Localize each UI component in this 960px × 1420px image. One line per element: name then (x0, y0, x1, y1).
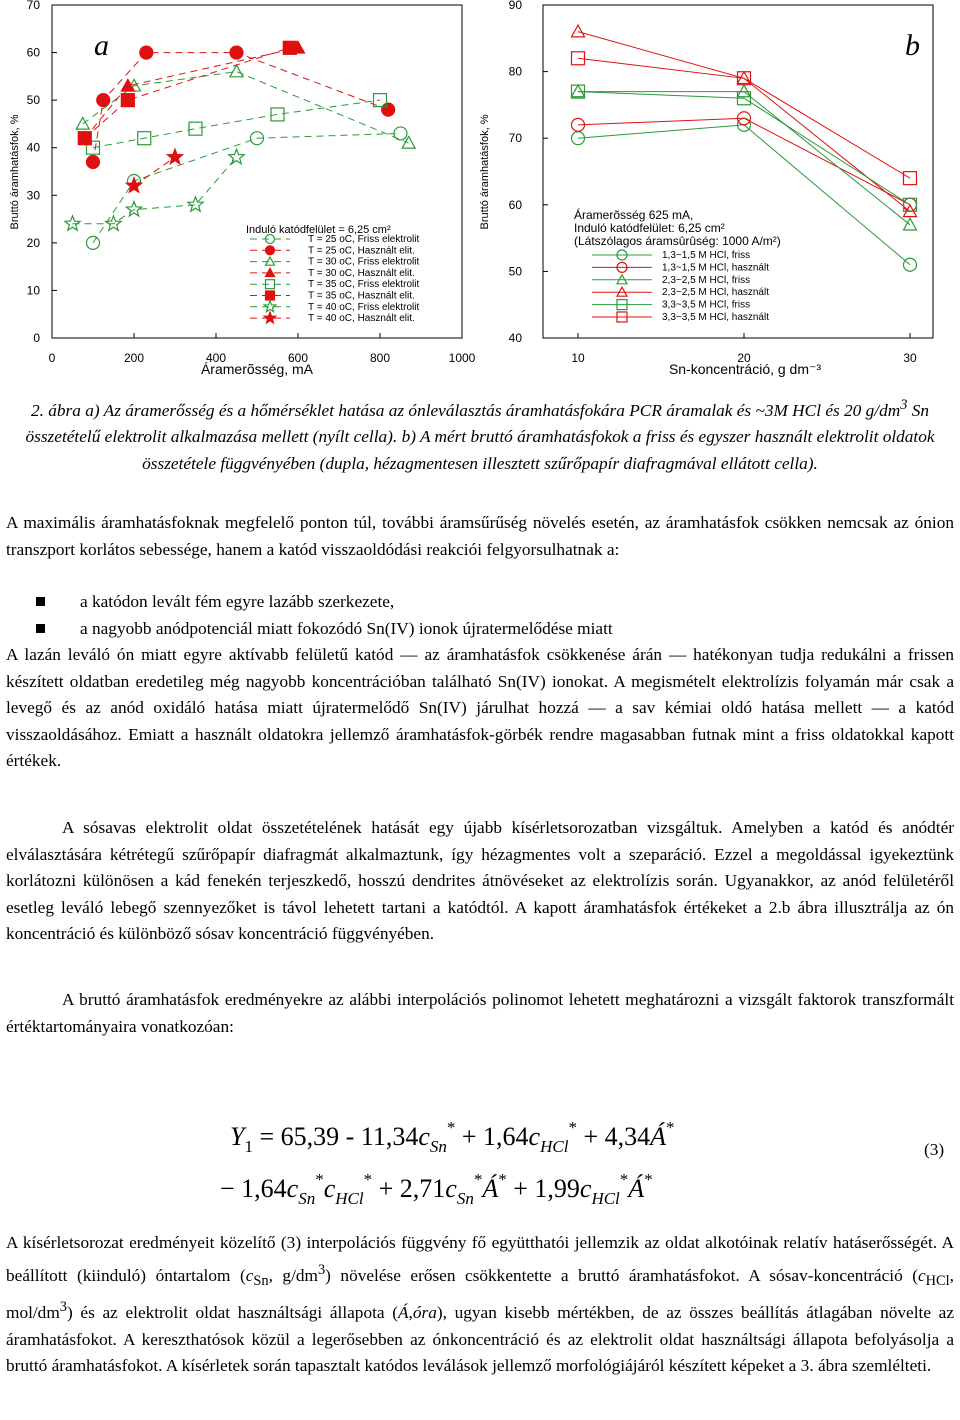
series-line-a (93, 53, 388, 162)
x-tick-label-a: 800 (369, 351, 391, 365)
p4-part: , g/dm (268, 1265, 318, 1285)
y-tick-label-b: 70 (508, 131, 522, 146)
data-point-a (121, 94, 134, 107)
legend-label-a: T = 40 oC, Friss elektrolit (308, 301, 420, 313)
eq-sup: * (619, 1170, 629, 1189)
y-tick-label-a: 30 (26, 188, 40, 203)
legend-line-b-2: Induló katódfelület: 6,25 cm² (574, 221, 725, 235)
panel-letter-a: a (94, 29, 109, 62)
eq-sup: * (498, 1170, 507, 1189)
eq-term: − 1,64 (220, 1174, 287, 1203)
y-tick-label-a: 70 (26, 0, 40, 12)
x-tick-label-a: 200 (123, 351, 145, 365)
p4-var: Á,óra (397, 1303, 437, 1323)
y-tick-label-a: 50 (26, 93, 40, 108)
eq-sup: * (644, 1170, 653, 1189)
data-point-a (126, 178, 141, 192)
p4-var: c (917, 1265, 926, 1285)
bullet-list (6, 589, 954, 642)
p4-sup: 3 (317, 1261, 326, 1278)
y-tick-label-b: 80 (508, 64, 522, 79)
eq-symbol: Á (482, 1174, 499, 1203)
figure-2-svg (0, 0, 960, 385)
legend-label-a: T = 35 oC, Használt elit. (308, 290, 415, 302)
list-item (6, 616, 954, 643)
legend-label-a: T = 40 oC, Használt elit. (308, 313, 415, 325)
legend-b (574, 207, 781, 323)
eq-symbol: c (418, 1122, 430, 1151)
legend-label-a: T = 25 oC, Használt elit. (308, 245, 415, 257)
legend-line-b-1: Áramerõsség 625 mA, (574, 208, 694, 222)
data-point-b (904, 218, 917, 230)
eq-sup: * (666, 1118, 675, 1137)
y-tick-label-a: 0 (33, 331, 40, 345)
bullet-text: a katódon levált fém egyre lazább szerkezete, (80, 592, 395, 611)
legend-marker-a (264, 301, 275, 312)
caption-text: 2. ábra a) Az áramerősség és a hőmérséklet hatása az ónleválasztás áramhatásfokára PCR áramalak és ~3M HCl és 20 g/dm (30, 400, 901, 420)
eq-sub: Sn (456, 1189, 474, 1208)
p4-sub: HCl (925, 1272, 950, 1289)
data-point-a (87, 155, 100, 168)
y-tick-label-b: 40 (508, 331, 522, 345)
eq-symbol: c (579, 1174, 592, 1203)
data-point-a (140, 46, 153, 59)
eq-sub: HCl (335, 1189, 364, 1208)
legend-marker-a (266, 246, 275, 255)
p4-var: c (245, 1265, 254, 1285)
paragraph-2-text: A sósavas elektrolit oldat összetételének hatását egy újabb kísérletsorozatban vizsgáltuk. Amelyben a katód és anódtér elválasztására kétrétegű szűrőpapír diafragmát alkalmaztunk, így hézagmentes volt a szeparáció. Ezzel a megoldással igyekeztünk korlátozni különösen a kád fenekén terjeszkedő, hosszú dendrites átnövéseket az elektrolízis során. Ugyanakkor, az anód felületéről esetleg leváló lebegő szennyezőket is távol lehetett tartani a katódtól. A kapott áramhatásfok értékeket a 2.b ábra illusztrálja az ón koncentráció és különböző sósav koncentráció függvényében. (6, 818, 954, 944)
legend-label-b: 1,3~1,5 M HCl, használt (662, 262, 769, 274)
eq-term: + 2,71 (372, 1174, 446, 1203)
figure-2 (0, 0, 960, 385)
figure-caption (20, 392, 940, 478)
eq-symbol: Y (230, 1122, 245, 1151)
paragraph-intro-text: A maximális áramhatásfoknak megfelelő ponton túl, további áramsűrűség növelés esetén, az áramhatásfok csökken nemcsak az ónion transzport korlátos sebessége, hanem a katód visszaoldódási reakciói felgyorsulhatnak a: (6, 513, 954, 559)
y-axis-label-b: Bruttó áramhatásfok, % (479, 114, 491, 230)
series-line-a (85, 48, 298, 138)
data-point-a (106, 216, 121, 231)
eq-symbol: Á (650, 1122, 666, 1151)
legend-line-b-3: (Látszólagos áramsûrûség: 1000 A/m²) (574, 234, 781, 248)
eq-sup: * (473, 1170, 483, 1189)
caption-sup: 3 (900, 397, 908, 413)
eq-sup: * (315, 1170, 324, 1189)
eq-term: + 4,34 (576, 1122, 651, 1151)
eq-sub: 1 (244, 1137, 253, 1156)
y-tick-label-a: 20 (26, 235, 40, 250)
legend-label-a: T = 30 oC, Használt elit. (308, 267, 415, 279)
x-tick-label-b: 10 (571, 351, 585, 365)
eq-sub: Sn (298, 1189, 316, 1208)
eq-sup: * (363, 1170, 373, 1189)
eq-sub: HCl (591, 1189, 620, 1208)
data-point-b (572, 52, 585, 65)
legend-label-a: T = 30 oC, Friss elektrolit (308, 256, 420, 268)
y-tick-label-a: 60 (26, 45, 40, 60)
equation-number: (3) (924, 1140, 945, 1159)
paragraph-1 (6, 642, 954, 775)
series-line-a (93, 100, 380, 148)
paragraph-3-text: A bruttó áramhatásfok eredményekre az alábbi interpolációs polinomot lehetett meghatározni a vizsgált faktorok transzformált értéktartományaira vonatkozóan: (6, 990, 954, 1036)
eq-symbol: c (445, 1174, 457, 1203)
eq-symbol: c (323, 1174, 336, 1203)
y-tick-label-b: 50 (508, 264, 522, 279)
legend-label-b: 2,3~2,5 M HCl, használt (662, 287, 769, 299)
legend-label-b: 2,3~2,5 M HCl, friss (662, 274, 751, 286)
data-point-a (76, 117, 89, 129)
caption-text-cont: Sn összetételű elektrolit alkalmazása mellett (nyílt cella). b) A mért bruttó áramhatásfokok a friss és egyszer használt elektrolit oldatok összetétele függvényében (dupla, hézagmentesen illesztett szűrőpapír diafragmával ellátott cella). (25, 400, 935, 473)
chart-b (479, 0, 933, 377)
data-point-a (65, 216, 80, 231)
paragraph-4-text (6, 1230, 954, 1380)
paragraph-2 (6, 815, 954, 948)
list-item (6, 589, 954, 616)
eq-symbol: Á (628, 1174, 645, 1203)
paragraph-4 (6, 1230, 954, 1380)
x-tick-label-b: 20 (737, 351, 751, 365)
eq-symbol: c (286, 1174, 299, 1203)
p4-part: ), ugyan kisebb mértékben, de az összes beállítás átlagában növelte az áramhatásfokot. A kereszthatósok közül a legerősebben az ónkoncentráció és az elektrolit oldat használtsági állapota befolyásolja a bruttó áramhatásfokot. A kísérletek során tapasztalt katódos leválások jellemző morfológiájáról készített képeket a 3. ábra szemlélteti. (6, 1303, 955, 1376)
data-point-a (283, 41, 296, 54)
y-tick-label-a: 40 (26, 140, 40, 155)
eq-sub: HCl (540, 1137, 569, 1156)
y-axis-label-a: Bruttó áramhatásfok, % (9, 114, 21, 230)
y-tick-label-b: 60 (508, 197, 522, 212)
legend-a (246, 224, 419, 324)
x-tick-label-a: 1000 (448, 351, 476, 365)
bullet-square-icon (36, 597, 45, 606)
data-point-a (271, 108, 284, 121)
data-point-a (126, 202, 141, 216)
legend-label-a: T = 35 oC, Friss elektrolit (308, 279, 420, 291)
data-point-a (97, 94, 110, 107)
x-tick-label-b: 30 (903, 351, 917, 365)
paragraph-intro (6, 510, 954, 563)
paragraph-1-text: A lazán leváló ón miatt egyre aktívabb felületű katód — az áramhatásfok csökkenése árán — hatékonyan tudja redukálni a frissen készített oldatban eredetileg még nagyobb koncentrációban található Sn(IV) ionokat. A megismételt elektrolízis folyamán már csak a levegő és az anód oxidáló hatása miatt újratermelődő Sn(IV) járulhat hozzá — a sav kémiai oldó hatása mellett — a katód visszaoldásához. Emiatt a használt oldatokra jellemző áramhatásfok-görbék rendre magasabban futnak mint a friss oldatokkal kapott értékek. (6, 645, 954, 771)
p4-part: ) és az elektrolit oldat használtsági állapota ( (66, 1303, 398, 1323)
legend-label-b: 3,3~3,5 M HCl, használt (662, 312, 769, 323)
data-point-a (229, 149, 244, 164)
x-axis-label-a: Áramerõsség, mA (200, 361, 314, 377)
p4-sub: Sn (253, 1272, 269, 1289)
eq-term: + 1,64 (455, 1122, 529, 1151)
equation-line-2 (220, 1152, 653, 1227)
p4-sup: 3 (59, 1299, 67, 1316)
x-axis-label-b: Sn-koncentráció, g dm⁻³ (668, 361, 822, 377)
x-tick-label-a: 0 (48, 351, 56, 365)
eq-sup: * (568, 1118, 577, 1137)
y-tick-label-a: 10 (26, 283, 40, 298)
p4-part: , mol/dm (6, 1265, 954, 1323)
equation-3 (220, 1100, 930, 1210)
x-tick-label-a: 600 (287, 351, 309, 365)
eq-term: + 1,99 (506, 1174, 580, 1203)
legend-marker-a (266, 291, 275, 300)
data-point-a (78, 132, 91, 145)
legend-label-a: T = 25 oC, Friss elektrolit (308, 234, 420, 245)
paragraph-3 (6, 987, 954, 1040)
x-tick-label-a: 400 (205, 351, 227, 365)
bullet-square-icon (36, 624, 45, 633)
p4-part: ) növelése erősen csökkentette a bruttó áramhatásfokot. A sósav-koncentráció ( (325, 1265, 918, 1285)
eq-sub: Sn (429, 1137, 447, 1156)
eq-symbol: c (528, 1122, 541, 1151)
data-point-a (230, 46, 243, 59)
data-point-a (167, 149, 182, 164)
bullet-text: a nagyobb anódpotenciál miatt fokozódó Sn(IV) ionok újratermelődése miatt (80, 618, 613, 638)
data-point-a (382, 103, 395, 116)
legend-marker-a (264, 312, 275, 323)
chart-a (9, 0, 476, 377)
legend-label-b: 1,3~1,5 M HCl, friss (662, 250, 751, 261)
legend-title-a: Induló katódfelület = 6,25 cm² (246, 224, 391, 236)
data-point-b (904, 258, 917, 271)
data-point-a (189, 122, 202, 135)
panel-letter-b: b (905, 29, 920, 62)
eq-term: = 65,39 - 11,34 (252, 1122, 419, 1151)
y-tick-label-b: 90 (508, 0, 522, 12)
data-point-b (572, 25, 585, 37)
data-point-a (230, 65, 243, 77)
p4-part: A kísérletsorozat eredményeit közelítő (3) interpolációs függvény fő együtthatói jellemzik az oldat alkotóinak relatív hatáserősségét. A beállított (kiinduló) óntartalom ( (6, 1233, 954, 1285)
legend-label-b: 3,3~3,5 M HCl, friss (662, 299, 751, 311)
eq-sup: * (446, 1118, 456, 1137)
data-point-b (572, 85, 585, 97)
